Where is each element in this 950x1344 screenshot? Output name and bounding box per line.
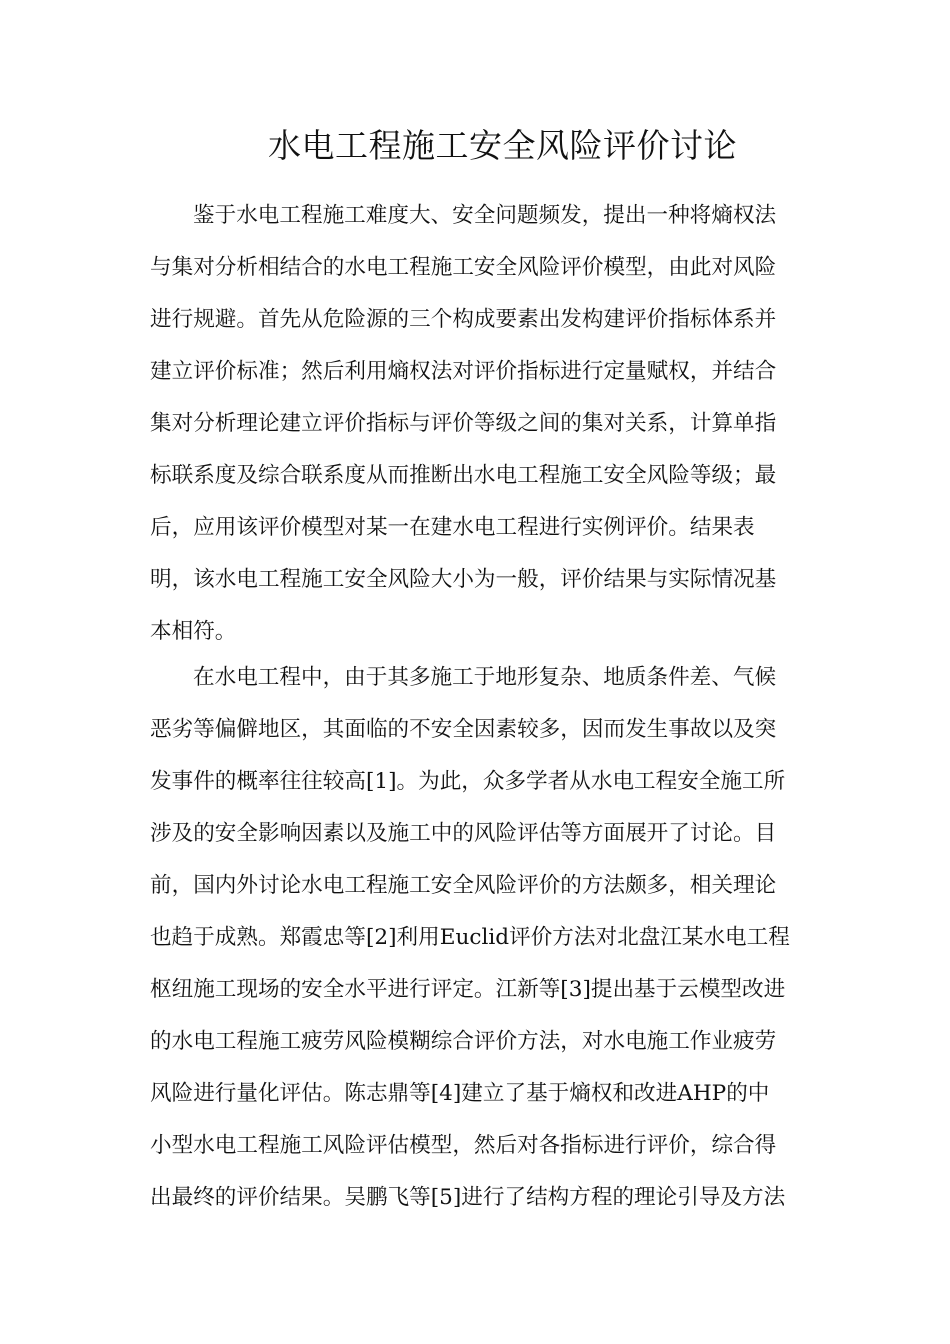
paragraph-introduction (150, 652, 800, 1224)
text-line: 建立评价标准；然后利用熵权法对评价指标进行定量赋权，并结合 (150, 359, 777, 384)
text-line: 涉及的安全影响因素以及施工中的风险评估等方面展开了讨论。目 (150, 821, 777, 846)
text-line: 本相符。 (150, 619, 237, 644)
text-line: 鉴于水电工程施工难度大、安全问题频发，提出一种将熵权法 (193, 203, 777, 228)
text-line: 也趋于成熟。郑霞忠等[2]利用Euclid评价方法对北盘江某水电工程 (150, 925, 790, 950)
text-line: 标联系度及综合联系度从而推断出水电工程施工安全风险等级；最 (150, 463, 777, 488)
text-line: 后，应用该评价模型对某一在建水电工程进行实例评价。结果表 (150, 515, 755, 540)
text-line: 在水电工程中，由于其多施工于地形复杂、地质条件差、气候 (193, 665, 777, 690)
text-line: 枢纽施工现场的安全水平进行评定。江新等[3]提出基于云模型改进 (150, 977, 786, 1002)
text-line: 风险进行量化评估。陈志鼎等[4]建立了基于熵权和改进AHP的中 (150, 1081, 770, 1106)
text-line: 明，该水电工程施工安全风险大小为一般，评价结果与实际情况基 (150, 567, 777, 592)
text-line: 恶劣等偏僻地区，其面临的不安全因素较多，因而发生事故以及突 (150, 717, 777, 742)
text-line: 出最终的评价结果。吴鹏飞等[5]进行了结构方程的理论引导及方法 (150, 1185, 786, 1210)
text-line: 的水电工程施工疲劳风险模糊综合评价方法，对水电施工作业疲劳 (150, 1029, 777, 1054)
text-line: 进行规避。首先从危险源的三个构成要素出发构建评价指标体系并 (150, 307, 777, 332)
text-line: 与集对分析相结合的水电工程施工安全风险评价模型，由此对风险 (150, 255, 777, 280)
text-line: 发事件的概率往往较高[1]。为此，众多学者从水电工程安全施工所 (150, 769, 786, 794)
document-title: 水电工程施工安全风险评价讨论 (268, 126, 737, 165)
text-line: 小型水电工程施工风险评估模型，然后对各指标进行评价，综合得 (150, 1133, 777, 1158)
paragraph-abstract (150, 190, 800, 658)
text-line: 集对分析理论建立评价指标与评价等级之间的集对关系，计算单指 (150, 411, 777, 436)
text-line: 前，国内外讨论水电工程施工安全风险评价的方法颇多，相关理论 (150, 873, 777, 898)
